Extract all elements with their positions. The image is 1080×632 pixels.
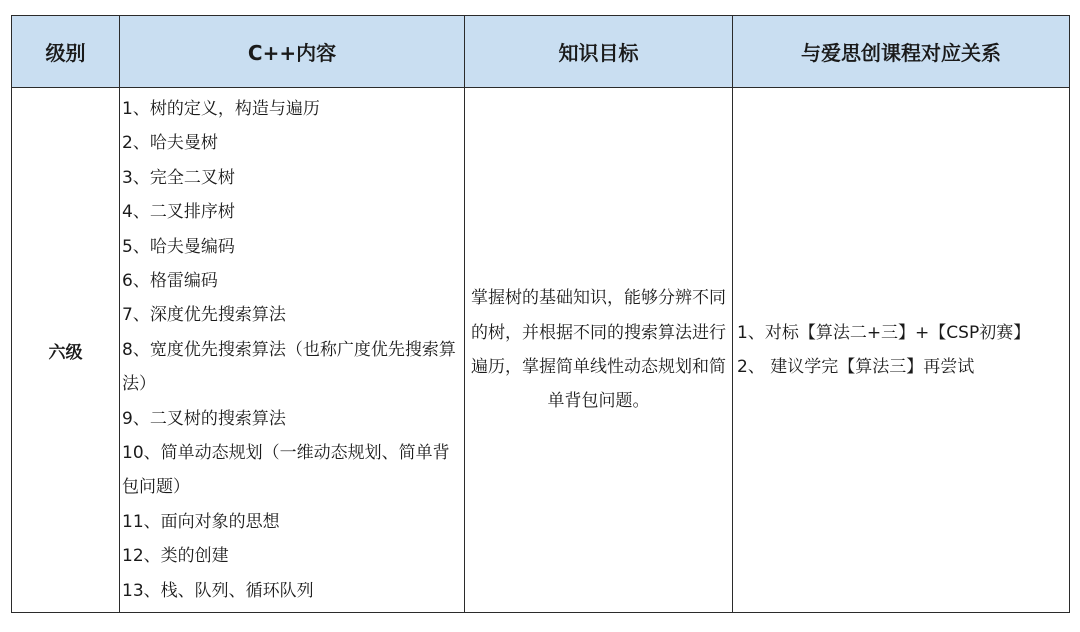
header-knowledge-goal: 知识目标 <box>465 16 733 88</box>
list-item: 1、树的定义，构造与遍历 <box>122 98 320 119</box>
knowledge-goal-cell <box>465 88 733 613</box>
list-item: 9、二叉树的搜索算法 <box>122 408 286 429</box>
cpp-content-list <box>120 92 464 608</box>
header-course-relation: 与爱思创课程对应关系 <box>733 16 1070 88</box>
level-cell: 六级 <box>12 88 120 613</box>
list-item: 5、哈夫曼编码 <box>122 236 235 257</box>
list-item: 13、栈、队列、循环队列 <box>122 580 314 601</box>
list-item: 2、 建议学完【算法三】再尝试 <box>737 357 975 377</box>
list-item: 12、类的创建 <box>122 546 229 567</box>
course-relation-cell <box>733 88 1070 613</box>
list-item: 1、对标【算法二+三】+【CSP初赛】 <box>737 322 1031 343</box>
table-row <box>12 88 1070 613</box>
header-cpp-content: C++内容 <box>120 16 465 88</box>
curriculum-table <box>11 15 1070 613</box>
header-level: 级别 <box>12 16 120 88</box>
course-relation-list <box>733 316 1069 385</box>
cpp-content-cell <box>120 88 465 613</box>
table-header <box>12 16 1070 88</box>
list-item: 6、格雷编码 <box>122 270 218 291</box>
knowledge-goal-text: 掌握树的基础知识，能够分辨不同的树，并根据不同的搜索算法进行遍历，掌握简单线性动态规划和简单背包问题。 <box>471 288 726 412</box>
list-item: 8、宽度优先搜索算法（也称广度优先搜索算法） <box>122 339 456 395</box>
list-item: 4、二叉排序树 <box>122 202 235 223</box>
list-item: 3、完全二叉树 <box>122 167 235 188</box>
list-item: 10、简单动态规划（一维动态规划、简单背包问题） <box>122 443 450 498</box>
table-body <box>12 88 1070 613</box>
list-item: 11、面向对象的思想 <box>122 511 280 532</box>
list-item: 2、哈夫曼树 <box>122 133 218 154</box>
list-item: 7、深度优先搜索算法 <box>122 305 286 326</box>
header-row <box>12 16 1070 88</box>
